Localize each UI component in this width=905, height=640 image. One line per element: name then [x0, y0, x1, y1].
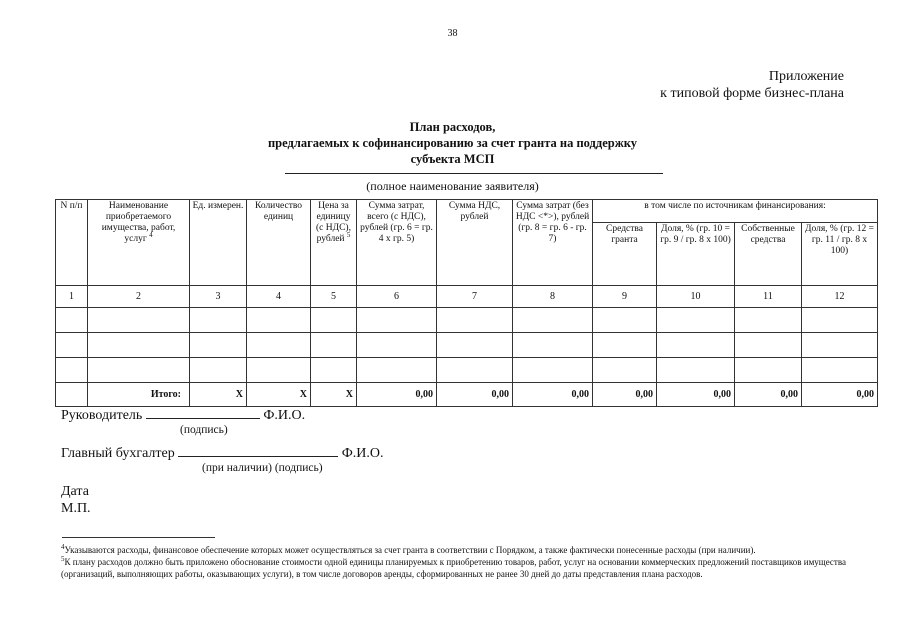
table-cell[interactable]: [593, 333, 657, 358]
table-cell[interactable]: [735, 358, 802, 383]
head-signature-field[interactable]: [146, 407, 260, 419]
footnote-5: $^5$К плану расходов должно быть приложено обоснование стоимости одной единицы планируемых к приобретению товаров, работ, услуг на основании коммерческих предложений поставщиков имущества (организаций, выполняющих работы, оказывающих услуги), в том числе договоров аренды, сформированных не ранее 30 дней до даты представления плана расходов.: [61, 555, 846, 579]
head-fio: Ф.И.О.: [263, 408, 306, 423]
total-grant-share: 0,00: [657, 383, 735, 407]
col-number: 5: [311, 286, 357, 308]
document-title: [0, 119, 905, 167]
table-cell[interactable]: [513, 308, 593, 333]
total-unit: X: [190, 383, 247, 407]
table-cell[interactable]: [513, 358, 593, 383]
title-line-1: План расходов,: [409, 120, 496, 134]
table-cell[interactable]: [88, 333, 190, 358]
table-cell[interactable]: [88, 358, 190, 383]
table-cell[interactable]: [56, 358, 88, 383]
header-own: Собственные средства: [735, 223, 802, 286]
header-unit: Ед. измерен.: [190, 200, 247, 286]
table-cell[interactable]: [190, 358, 247, 383]
header-name: Наименование приобретаемого имущества, работ, услуг $^4$: [88, 200, 190, 286]
applicant-caption: (полное наименование заявителя): [366, 179, 539, 193]
total-cell-empty: [56, 383, 88, 407]
col-number: 12: [802, 286, 878, 308]
table-row-empty-3: [56, 358, 878, 383]
header-vat: Сумма НДС, рублей: [437, 200, 513, 286]
table-cell[interactable]: [513, 333, 593, 358]
header-num: N п/п: [56, 200, 88, 286]
col-number: 7: [437, 286, 513, 308]
accountant-fio: Ф.И.О.: [341, 446, 384, 461]
col-number: 6: [357, 286, 437, 308]
table-cell[interactable]: [357, 308, 437, 333]
table-cell[interactable]: [357, 333, 437, 358]
header-price: Цена за единицу (с НДС), рублей $^5$: [311, 200, 357, 286]
table-cell[interactable]: [311, 308, 357, 333]
applicant-name-line[interactable]: [285, 173, 663, 174]
table-cell[interactable]: [735, 333, 802, 358]
col-number: 8: [513, 286, 593, 308]
header-sum-vat: Сумма затрат, всего (с НДС), рублей (гр. 6 = гр. 4 x гр. 5): [357, 200, 437, 286]
table-cell[interactable]: [657, 358, 735, 383]
total-row: [56, 383, 878, 407]
accountant-label: Главный бухгалтер: [61, 446, 175, 461]
footnote-4: $^4$Указываются расходы, финансовое обеспечение которых может осуществляться за счет гранта в соответствии с Порядком, а также фактически понесенные расходы (при наличии).: [61, 543, 756, 555]
table-cell[interactable]: [657, 308, 735, 333]
accountant-signature-field[interactable]: [178, 445, 338, 457]
table-cell[interactable]: [190, 333, 247, 358]
table-cell[interactable]: [311, 333, 357, 358]
table-cell[interactable]: [802, 308, 878, 333]
appendix-header: [660, 68, 844, 102]
table-cell[interactable]: [437, 308, 513, 333]
expense-plan-table: [55, 199, 878, 407]
appendix-line-2: к типовой форме бизнес-плана: [660, 86, 844, 101]
table-cell[interactable]: [802, 358, 878, 383]
table-cell[interactable]: [593, 358, 657, 383]
total-own: 0,00: [735, 383, 802, 407]
table-cell[interactable]: [437, 333, 513, 358]
appendix-line-1: Приложение: [768, 69, 844, 84]
table-cell[interactable]: [56, 333, 88, 358]
table-cell[interactable]: [56, 308, 88, 333]
head-signature-line: [61, 407, 305, 424]
date-label: Дата: [61, 484, 89, 499]
stamp-label: М.П.: [61, 501, 91, 516]
footnote-separator: [62, 537, 215, 538]
title-line-2: предлагаемых к софинансированию за счет гранта на поддержку: [267, 136, 638, 150]
header-own-share: Доля, % (гр. 12 = гр. 11 / гр. 8 x 100): [802, 223, 878, 286]
table-cell[interactable]: [437, 358, 513, 383]
table-cell[interactable]: [247, 358, 311, 383]
col-number: 10: [657, 286, 735, 308]
footnotes: [61, 544, 851, 580]
column-numbers-row: [56, 286, 878, 308]
header-row-1: [56, 200, 878, 223]
header-quantity: Количество единиц: [247, 200, 311, 286]
total-own-share: 0,00: [802, 383, 878, 407]
header-sum-no-vat: Сумма затрат (без НДС <*>), рублей (гр. 8 = гр. 6 - гр. 7): [513, 200, 593, 286]
total-quantity: X: [247, 383, 311, 407]
table-row-empty-1: [56, 308, 878, 333]
total-sum-vat: 0,00: [357, 383, 437, 407]
accountant-signature-line: [61, 445, 384, 462]
header-grant: Средства гранта: [593, 223, 657, 286]
total-grant: 0,00: [593, 383, 657, 407]
col-number: 11: [735, 286, 802, 308]
total-vat: 0,00: [437, 383, 513, 407]
head-signature-caption: (подпись): [180, 424, 228, 436]
col-number: 4: [247, 286, 311, 308]
total-price: X: [311, 383, 357, 407]
header-sources-group: в том числе по источникам финансирования:: [593, 200, 878, 223]
table-cell[interactable]: [247, 308, 311, 333]
table-cell[interactable]: [357, 358, 437, 383]
table-cell[interactable]: [247, 333, 311, 358]
title-line-3: субъекта МСП: [410, 152, 495, 166]
table-cell[interactable]: [88, 308, 190, 333]
table-cell[interactable]: [311, 358, 357, 383]
header-grant-share: Доля, % (гр. 10 = гр. 9 / гр. 8 x 100): [657, 223, 735, 286]
table-cell[interactable]: [190, 308, 247, 333]
head-label: Руководитель: [61, 408, 143, 423]
table-row-empty-2: [56, 333, 878, 358]
col-number: 2: [88, 286, 190, 308]
accountant-signature-caption: (при наличии) (подпись): [202, 462, 323, 474]
page-number: 38: [447, 28, 458, 39]
table-cell[interactable]: [657, 333, 735, 358]
col-number: 3: [190, 286, 247, 308]
total-label: Итого:: [88, 383, 190, 407]
col-number: 9: [593, 286, 657, 308]
col-number: 1: [56, 286, 88, 308]
table-cell[interactable]: [593, 308, 657, 333]
table-cell[interactable]: [735, 308, 802, 333]
table-cell[interactable]: [802, 333, 878, 358]
total-sum-no-vat: 0,00: [513, 383, 593, 407]
